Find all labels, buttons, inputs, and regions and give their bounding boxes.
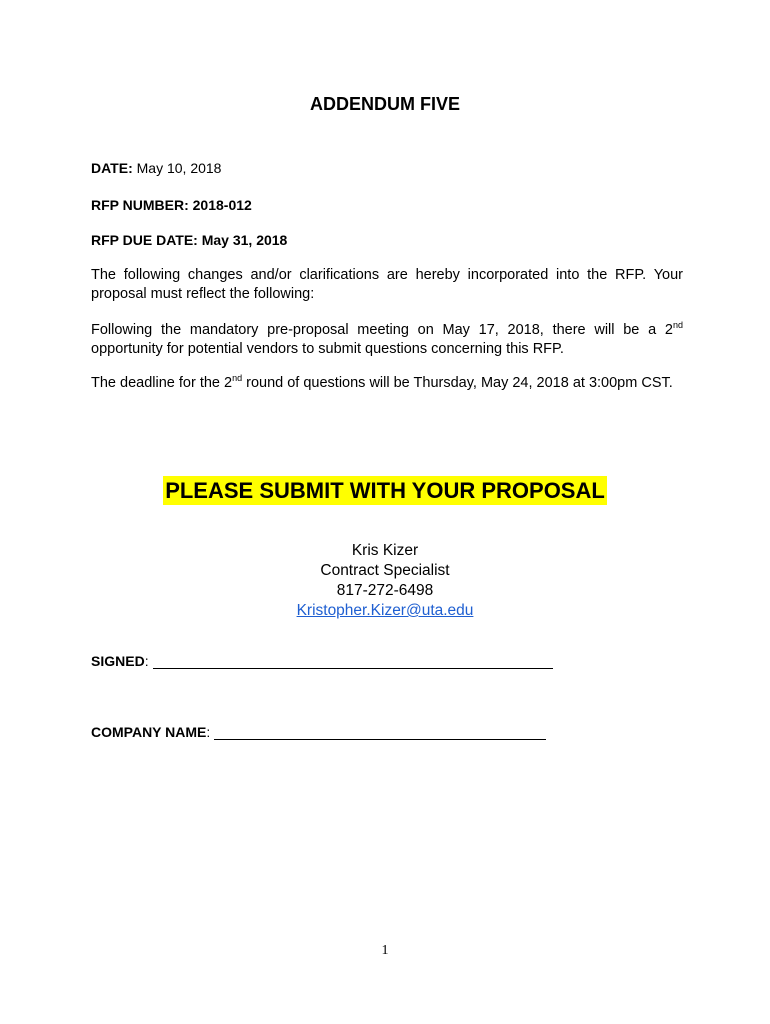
signed-label: SIGNED [91, 653, 145, 669]
rfp-number-value: 2018-012 [192, 197, 252, 213]
date-line [91, 160, 221, 176]
date-label: DATE: [91, 160, 133, 176]
meeting-paragraph [91, 321, 683, 359]
contact-name: Kris Kizer [351, 542, 419, 559]
rfp-number-label: RFP NUMBER: [91, 197, 189, 213]
company-name-label: COMPANY NAME [91, 724, 207, 740]
company-name-line [91, 724, 546, 740]
meeting-text-before: Following the mandatory pre-proposal meeting on May 17, 2018, there will be a 2 [91, 322, 673, 338]
contact-block [0, 541, 770, 621]
rfp-due-date-line [91, 232, 287, 248]
document-title: ADDENDUM FIVE [309, 94, 460, 114]
deadline-paragraph [91, 374, 683, 393]
submit-banner [0, 478, 770, 504]
signed-line [91, 653, 553, 669]
contact-title: Contract Specialist [320, 562, 450, 579]
company-name-blank [214, 725, 546, 740]
rfp-number-line [91, 197, 252, 213]
signature-blank [153, 654, 553, 669]
submit-banner-text: PLEASE SUBMIT WITH YOUR PROPOSAL [165, 478, 605, 503]
date-value: May 10, 2018 [136, 160, 222, 176]
rfp-due-date-value: May 31, 2018 [201, 232, 288, 248]
deadline-text-before: The deadline for the 2 [91, 375, 233, 391]
intro-paragraph: The following changes and/or clarifications are hereby incorporated into the RFP. Your proposal must reflect the following: [91, 267, 683, 302]
contact-phone: 817-272-6498 [336, 582, 434, 599]
meeting-ordinal-suffix: nd [672, 320, 683, 331]
company-name-colon: : [206, 724, 211, 740]
page-number: 1 [381, 943, 389, 958]
rfp-due-date-label: RFP DUE DATE: [91, 232, 198, 248]
deadline-text-after: round of questions will be Thursday, May 24, 2018 at 3:00pm CST. [242, 375, 673, 391]
deadline-ordinal-suffix: nd [232, 373, 243, 384]
meeting-text-after: opportunity for potential vendors to submit questions concerning this RFP. [91, 341, 564, 357]
signed-colon: : [144, 653, 149, 669]
contact-email-link[interactable]: Kristopher.Kizer@uta.edu [296, 602, 474, 619]
